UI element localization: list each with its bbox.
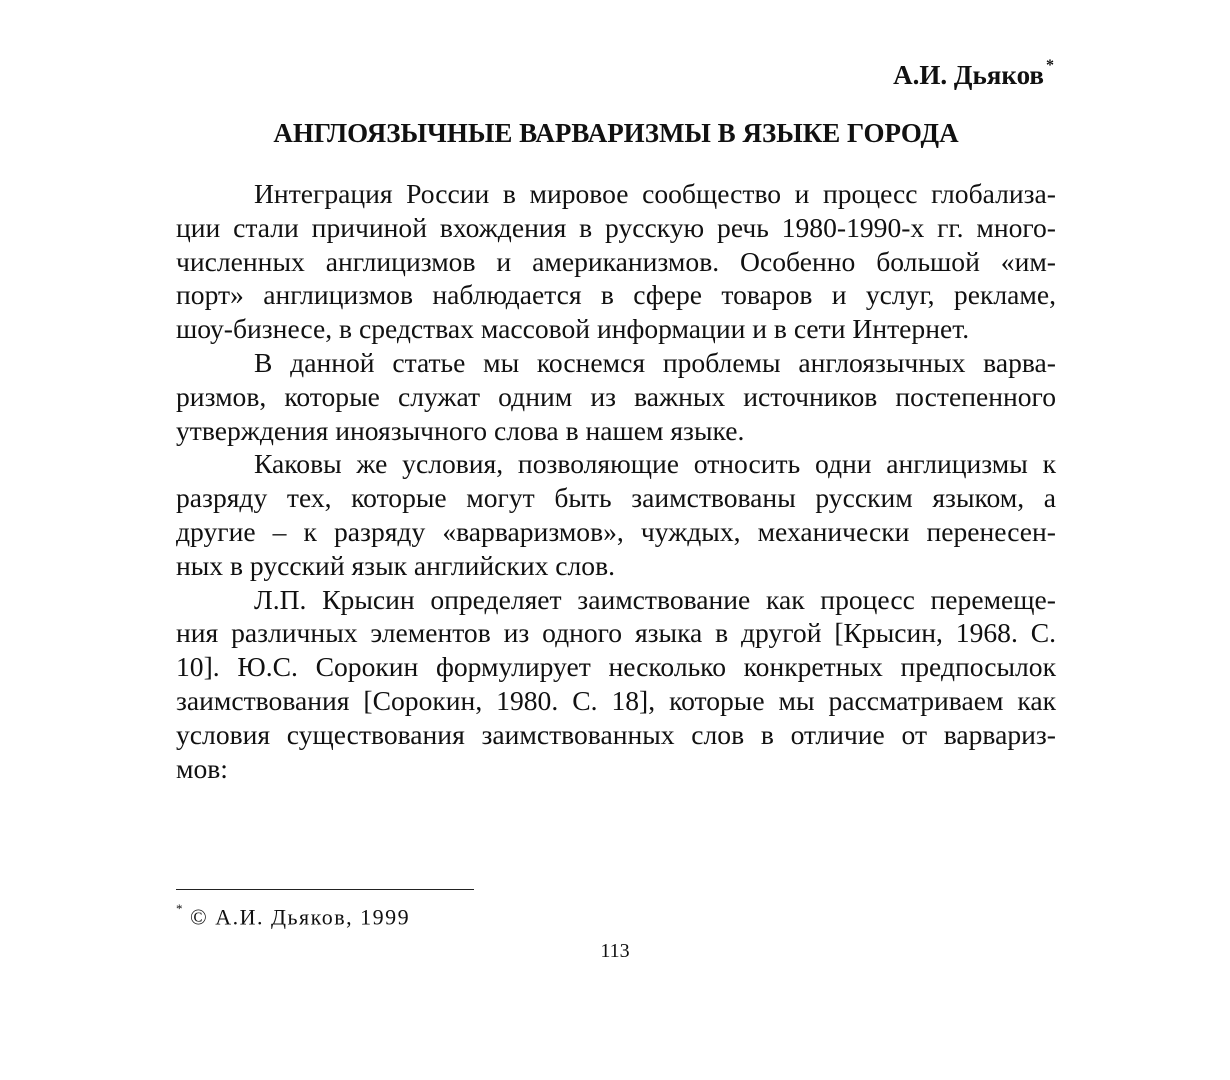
text-line: заимствования [Сорокин, 1980. С. 18], которые мы рассматриваем как	[176, 684, 1056, 716]
author-name	[893, 57, 1054, 91]
text-line: другие – к разряду «варваризмов», чуждых, механически перенесен-	[176, 515, 1056, 547]
text-line: разряду тех, которые могут быть заимствованы русским языком, а	[176, 482, 1056, 514]
text-line: ризмов, которые служат одним из важных источников постепенного	[176, 380, 1056, 412]
author-footnote-mark: *	[1046, 57, 1054, 74]
text-line: условия существования заимствованных слов в отличие от варвариз-	[176, 718, 1056, 750]
author-name-text: А.И. Дьяков	[893, 60, 1044, 90]
footnote-divider	[176, 889, 474, 890]
text-line: ных в русский язык английских слов.	[176, 549, 616, 581]
text-line: Л.П. Крысин определяет заимствование как процесс перемеще-	[254, 583, 1056, 615]
paragraph-4	[176, 583, 1056, 786]
footnote-mark: *	[176, 901, 184, 916]
text-line: шоу-бизнесе, в средствах массовой информации и в сети Интернет.	[176, 313, 970, 345]
article-title: АНГЛОЯЗЫЧНЫЕ ВАРВАРИЗМЫ В ЯЗЫКЕ ГОРОДА	[273, 118, 959, 148]
text-line: ции стали причиной вхождения в русскую речь 1980-1990-х гг. много-	[176, 211, 1056, 243]
text-line: утверждения иноязычного слова в нашем языке.	[176, 414, 745, 446]
paragraph-2	[176, 346, 1056, 447]
text-line: ния различных элементов из одного языка в другой [Крысин, 1968. С.	[176, 617, 1056, 649]
text-line: численных англицизмов и американизмов. Особенно большой «им-	[176, 245, 1056, 277]
page-number: 113	[600, 940, 630, 962]
text-line: Интеграция России в мировое сообщество и процесс глобализа-	[254, 178, 1056, 209]
text-line: порт» англицизмов наблюдается в сфере товаров и услуг, рекламе,	[176, 279, 1056, 311]
article-body	[176, 177, 1056, 785]
text-line: мов:	[176, 752, 228, 784]
footnote	[176, 901, 411, 930]
paragraph-3	[176, 447, 1056, 582]
text-line: Каковы же условия, позволяющие относить одни англицизмы к	[254, 448, 1056, 480]
footnote-text: © А.И. Дьяков, 1999	[190, 904, 411, 930]
text-line: В данной статье мы коснемся проблемы англоязычных варва-	[254, 346, 1056, 378]
text-line: 10]. Ю.С. Сорокин формулирует несколько конкретных предпосылок	[176, 651, 1056, 683]
paragraph-1	[176, 177, 1056, 346]
